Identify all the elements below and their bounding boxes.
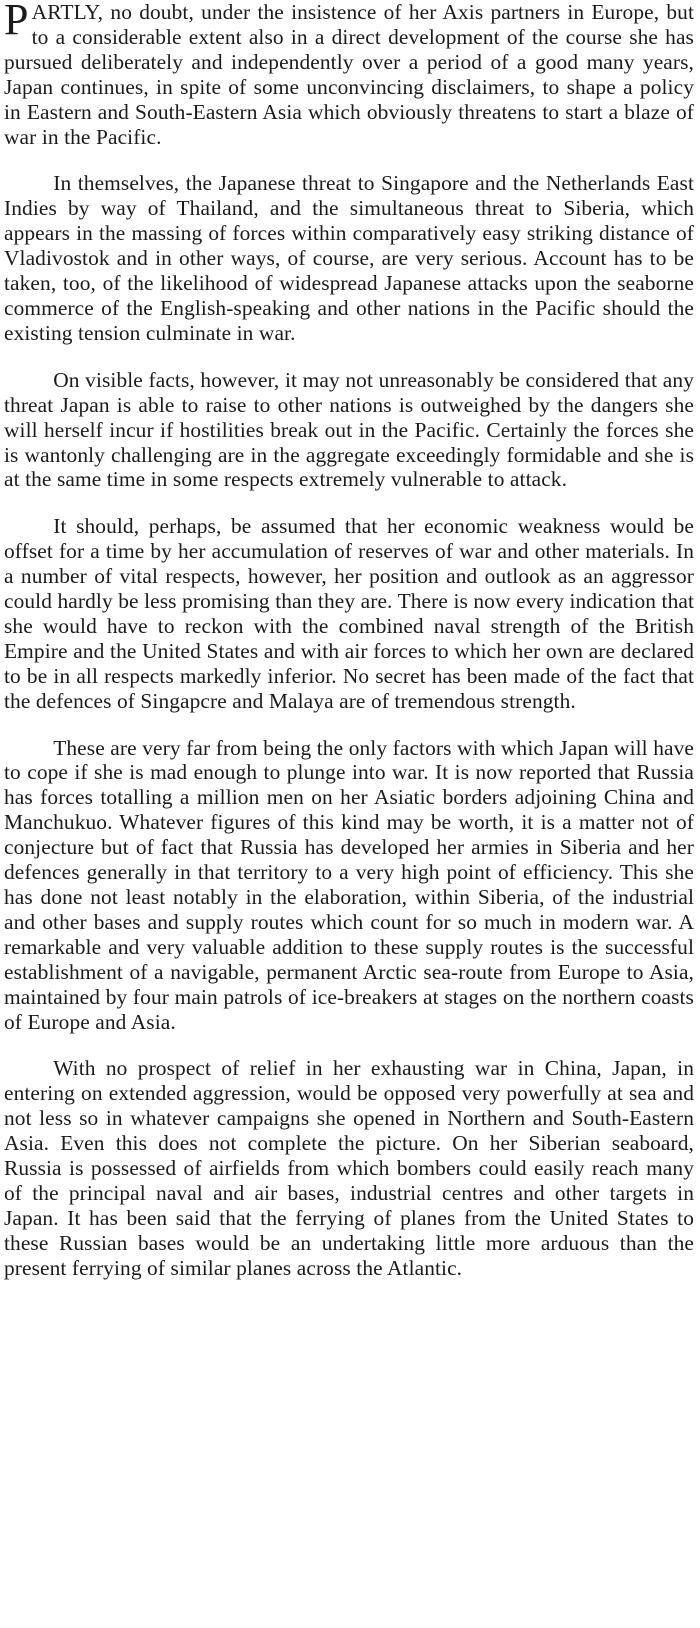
lead-word: ARTLY, [31, 0, 104, 24]
paragraph-1-text: no doubt, under the insistence of her Axis partners in Europe, but to a considerable extent also in a direct development of the course she has pursued deliberately and independently over a period of a good many years, Japan continues, in spite of some unconvincing disclaimers, to shape a policy in Eastern and South-Eastern Asia which obviously threatens to start a blaze of war in the Pacific. [4, 0, 694, 149]
paragraph-5: These are very far from being the only factors with which Japan will have to cope if she is mad enough to plunge into war. It is now reported that Russia has forces totalling a million men on her Asiatic borders adjoining China and Manchukuo. Whatever figures of this kind may be worth, it is a matter not of conjecture but of fact that Russia has developed her armies in Siberia and her defences generally in that territory to a very high point of efficiency. This she has done not least notably in the elaboration, within Siberia, of the industrial and other bases and supply routes which count for so much in modern war. A remarkable and very valuable addition to these supply routes is the successful establishment of a navigable, permanent Arctic sea-route from Europe to Asia, maintained by four main patrols of ice-breakers at stages on the northern coasts of Europe and Asia. [4, 735, 694, 1034]
paragraph-6: With no prospect of relief in her exhausting war in China, Japan, in entering on extended aggression, would be opposed very powerfully at sea and not less so in whatever campaigns she opened in Northern and South-Eastern Asia. Even this does not complete the picture. On her Siberian seaboard, Russia is possessed of airfields from which bombers could easily reach many of the principal naval and air bases, industrial centres and other targets in Japan. It has been said that the ferrying of planes from the United States to these Russian bases would be an undertaking little more arduous than the present ferrying of similar planes across the Atlantic. [4, 1056, 694, 1280]
paragraph-2: In themselves, the Japanese threat to Singapore and the Netherlands East Indies by way of Thailand, and the simultaneous threat to Siberia, which appears in the massing of forces within comparatively easy striking distance of Vladivostok and in other ways, of course, are very serious. Account has to be taken, too, of the likelihood of widespread Japanese attacks upon the seaborne commerce of the English-speaking and other nations in the Pacific should the existing tension culminate in war. [4, 171, 694, 345]
paragraph-4: It should, perhaps, be assumed that her economic weakness would be offset for a time by her accumulation of reserves of war and other materials. In a number of vital respects, however, her position and outlook as an aggressor could hardly be less promising than they are. There is now every indication that she would have to reckon with the combined naval strength of the British Empire and the United States and with air forces to which her own are declared to be in all respects markedly inferior. No secret has been made of the fact that the defences of Singapcre and Malaya are of tremendous strength. [4, 514, 694, 713]
paragraph-1 [4, 0, 694, 149]
article-body [4, 0, 694, 1281]
paragraph-3: On visible facts, however, it may not unreasonably be considered that any threat Japan is able to raise to other nations is outweighed by the dangers she will herself incur if hostilities break out in the Pacific. Certainly the forces she is wantonly challenging are in the aggregate exceedingly formidable and she is at the same time in some respects extremely vulnerable to attack. [4, 367, 694, 492]
drop-cap: P [4, 0, 29, 44]
